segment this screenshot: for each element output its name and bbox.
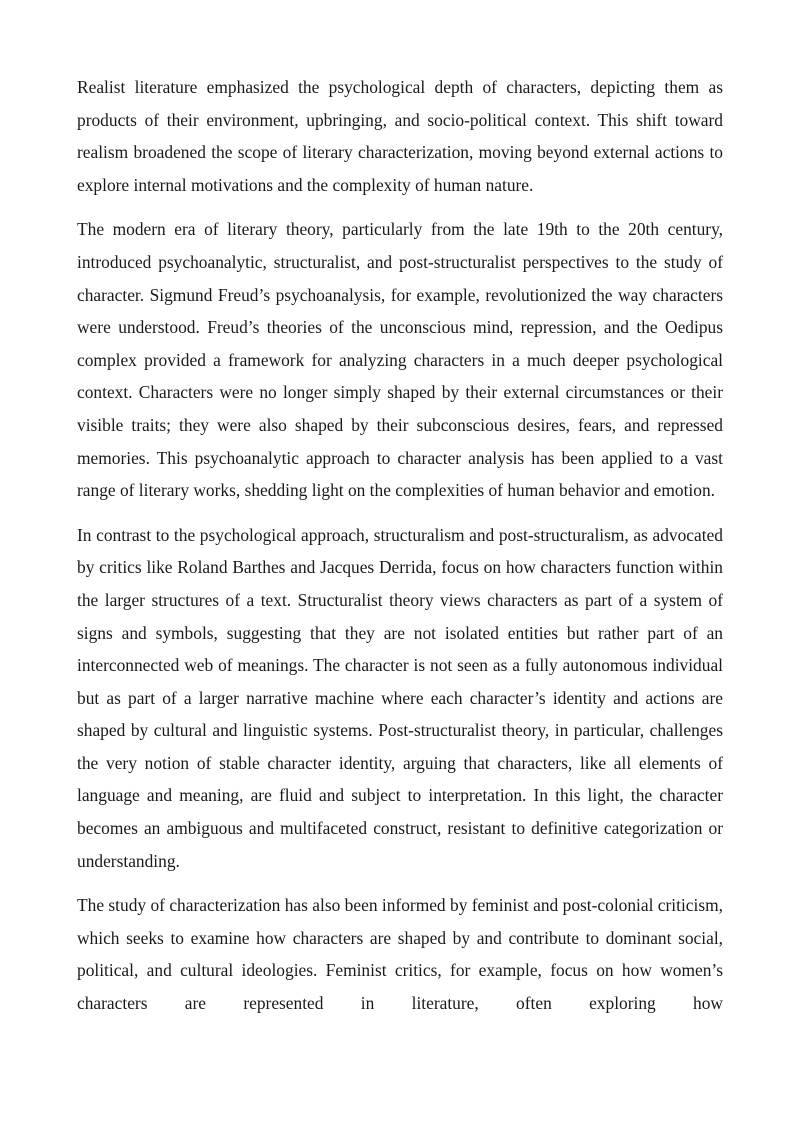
paragraph-structuralism: In contrast to the psychological approach, structuralism and post-structuralism, as advocated by critics like Roland Barthes and Jacques Derrida, focus on how characters function within the larger structures of a text. Structuralist theory views characters as part of a system of signs and symbols, suggesting that they are not isolated entities but rather part of an interconnected web of meanings. The character is not seen as a fully autonomous individual but as part of a larger narrative machine where each character’s identity and actions are shaped by cultural and linguistic systems. Post-structuralist theory, in particular, challenges the very notion of stable character identity, arguing that characters, like all elements of language and meaning, are fluid and subject to interpretation. In this light, the character becomes an ambiguous and multifaceted construct, resistant to definitive categorization or understanding. — [77, 524, 723, 871]
paragraph-feminist-criticism: The study of characterization has also been informed by feminist and post-colonial criticism, which seeks to examine how characters are shaped by and contribute to dominant social, political, and cultural ideologies. Feminist critics, for example, focus on how women’s characters are represented in literature, often exploring how — [77, 895, 723, 1014]
paragraph-realist-literature: Realist literature emphasized the psychological depth of characters, depicting them as products of their environment, upbringing, and socio-political context. This shift toward realism broadened the scope of literary characterization, moving beyond external actions to explore internal motivations and the complexity of human nature. — [77, 77, 723, 195]
paragraph-modern-literary-theory: The modern era of literary theory, particularly from the late 19th to the 20th century, introduced psychoanalytic, structuralist, and post-structuralist perspectives to the study of character. Sigmund Freud’s psychoanalysis, for example, revolutionized the way characters were understood. Freud’s theories of the unconscious mind, repression, and the Oedipus complex provided a framework for analyzing characters in a much deeper psychological context. Characters were no longer simply shaped by their external circumstances or their visible traits; they were also shaped by their subconscious desires, fears, and repressed memories. This psychoanalytic approach to character analysis has been applied to a vast range of literary works, shedding light on the complexities of human behavior and emotion. — [77, 219, 723, 501]
